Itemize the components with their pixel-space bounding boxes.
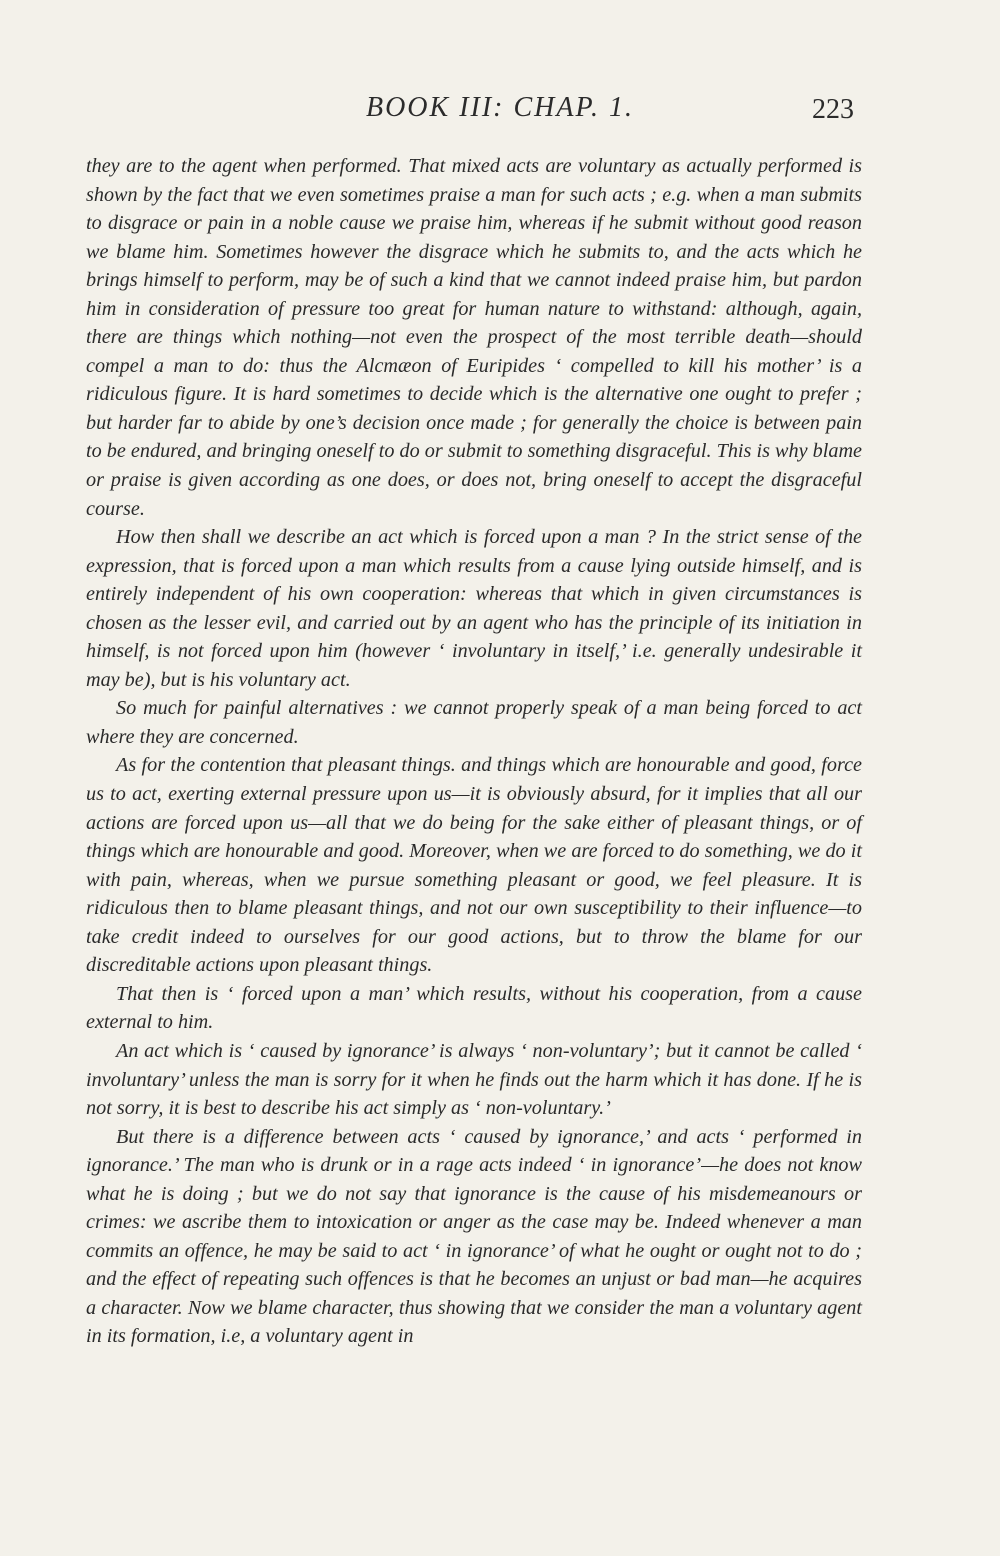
paragraph: As for the contention that pleasant things. and things which are honourable and good, force us to act, exerting external pressure upon us—it is obviously absurd, for it implies that all our actions are forced upon us—all that we do being for the sake either of pleasant things, or of things which are honourable and good. Moreover, when we are forced to do something, we do it with pain, whereas, when we pursue something pleasant or good, we feel pleasure. It is ridiculous then to blame pleasant things, and not our own susceptibility to their influence—to take credit indeed to ourselves for our good actions, but to throw the blame for our discreditable actions upon pleasant things. (86, 754, 862, 977)
body-text (86, 152, 862, 1351)
page-number: 223 (812, 94, 854, 125)
paragraph: But there is a difference between acts ‘ caused by ignorance,’ and acts ‘ performed in ignorance.’ The man who is drunk or in a rage acts indeed ‘ in ignorance’—he does not know what he is doing ; but we do not say that ignorance is the cause of his misdemeanours or crimes: we ascribe them to intoxication or anger as the case may be. Indeed whenever a man commits an offence, he may be said to act ‘ in ignorance’ of what he ought or ought not to do ; and the effect of repeating such offences is that he becomes an unjust or bad man—he acquires a character. Now we blame character, thus showing that we consider the man a voluntary agent in its formation, i.e, a voluntary agent in (86, 1125, 862, 1348)
paragraph: they are to the agent when performed. That mixed acts are voluntary as actually performed is shown by the fact that we even sometimes praise a man for such acts ; e.g. when a man submits to disgrace or pain in a noble cause we praise him, whereas if he submit without good reason we blame him. Sometimes however the disgrace which he submits to, and the acts which he brings himself to perform, may be of such a kind that we cannot indeed praise him, but pardon him in consideration of pressure too great for human nature to withstand: although, again, there are things which nothing—not even the prospect of the most terrible death—should compel a man to do: thus the Alcmæon of Euripides ‘ compelled to kill his mother’ is a ridiculous figure. It is hard sometimes to decide which is the alternative one ought to prefer ; but harder far to abide by one’s decision once made ; for generally the choice is between pain to be endured, and bringing oneself to do or submit to something disgraceful. This is why blame or praise is given according as one does, or does not, bring oneself to accept the disgraceful course. (86, 155, 862, 520)
paragraph: An act which is ‘ caused by ignorance’ is always ‘ non-voluntary’; but it cannot be called ‘ involuntary’ unless the man is sorry for it when he finds out the harm which it has done. If he is not sorry, it is best to describe his act simply as ‘ non-voluntary.’ (86, 1039, 862, 1120)
paragraph: How then shall we describe an act which is forced upon a man ? In the strict sense of the expression, that is forced upon a man which results from a cause lying outside himself, and is entirely independent of his own cooperation: whereas that which in given circumstances is chosen as the lesser evil, and carried out by an agent who has the principle of its initiation in himself, is not forced upon him (however ‘ involuntary in itself,’ i.e. generally undesirable it may be), but is his voluntary act. (86, 526, 862, 691)
paragraph: That then is ‘ forced upon a man’ which results, without his cooperation, from a cause external to him. (86, 982, 862, 1034)
page-header (0, 92, 1000, 136)
running-head: BOOK III: CHAP. 1. (365, 92, 634, 123)
paragraph: So much for painful alternatives : we cannot properly speak of a man being forced to act where they are concerned. (86, 697, 862, 748)
